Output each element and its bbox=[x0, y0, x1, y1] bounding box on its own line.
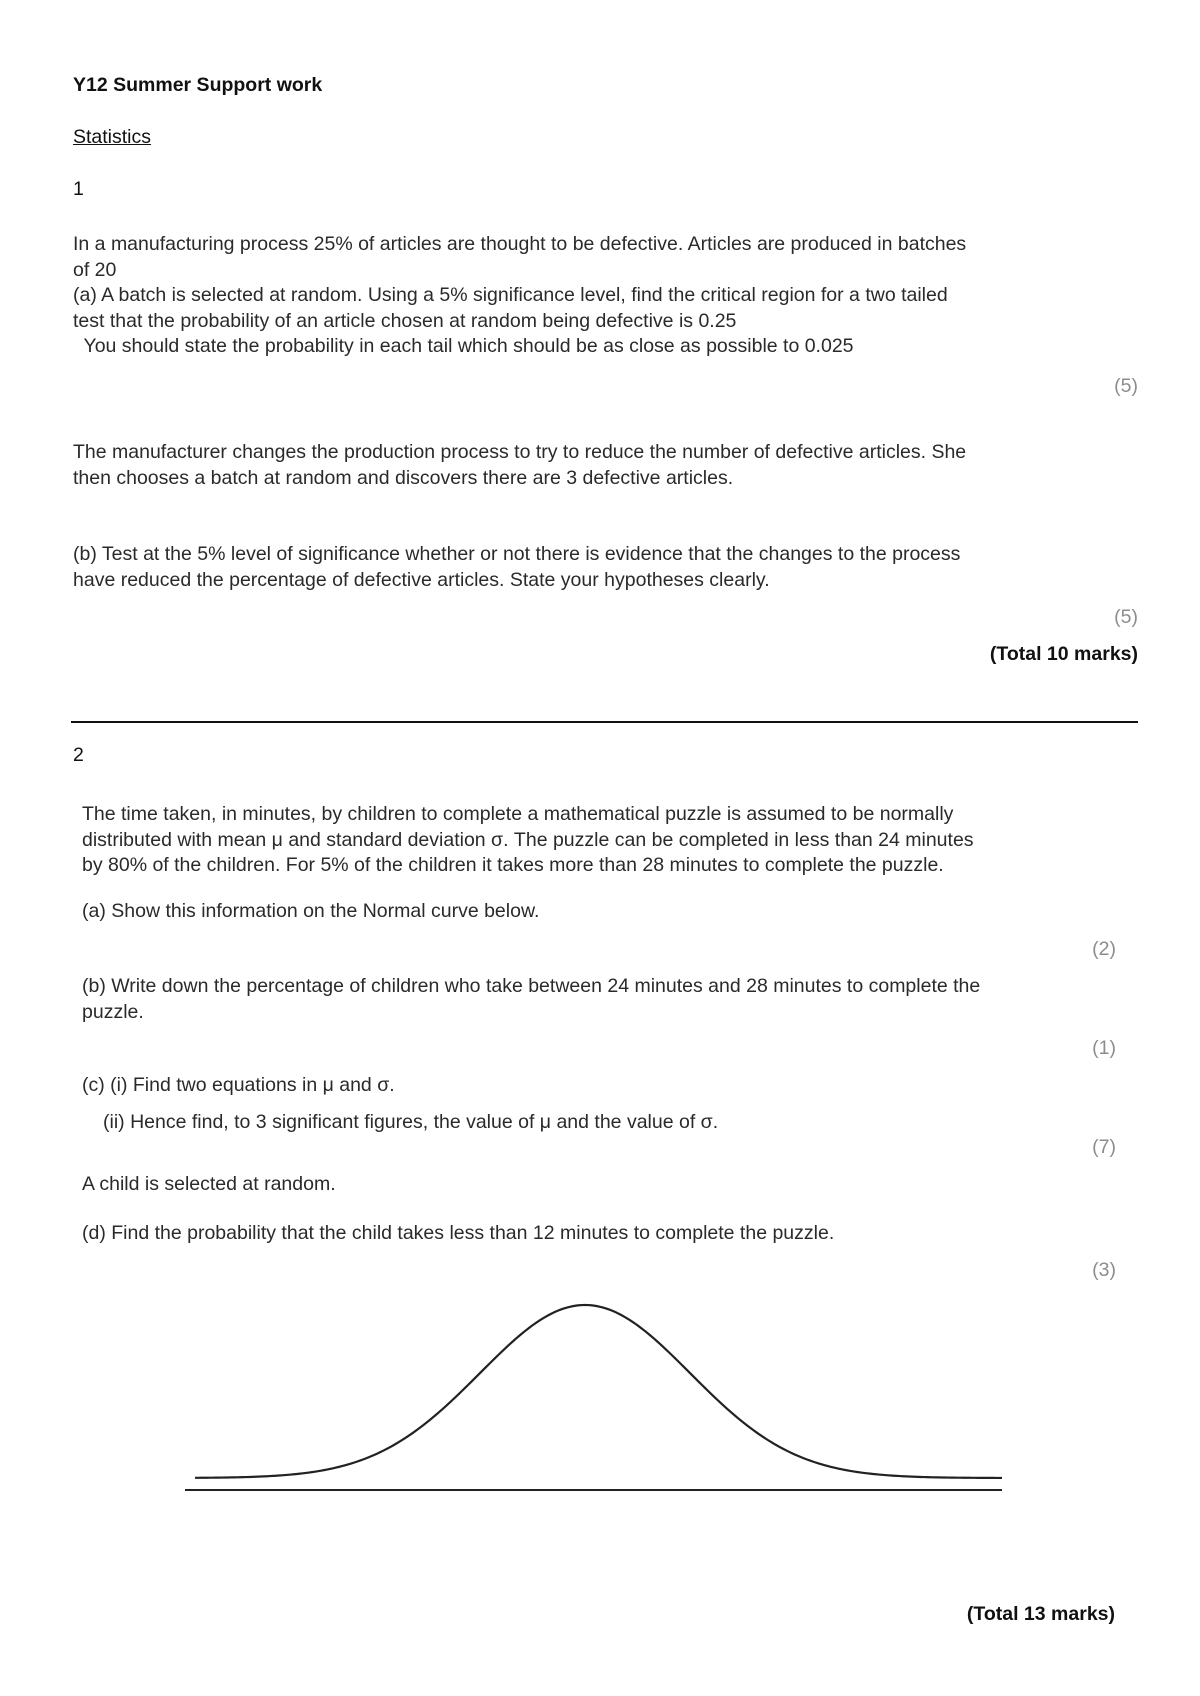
question-2-intro bbox=[82, 802, 974, 879]
question-2-part-c-marks: (7) bbox=[1092, 1136, 1116, 1158]
section-heading: Statistics bbox=[73, 126, 152, 148]
text-line: by 80% of the children. For 5% of the children it takes more than 28 minutes to complete the puzzle. bbox=[82, 854, 944, 876]
section-divider bbox=[71, 721, 1138, 723]
text-line: have reduced the percentage of defective articles. State your hypotheses clearly. bbox=[73, 568, 770, 591]
text-line: (a) A batch is selected at random. Using a 5% significance level, find the critical region for a two tailed bbox=[73, 284, 948, 306]
text-line: distributed with mean μ and standard deviation σ. The puzzle can be completed in less than 24 minutes bbox=[82, 828, 974, 851]
question-2-part-b-marks: (1) bbox=[1092, 1037, 1116, 1059]
question-2-part-c-ii: (ii) Hence find, to 3 significant figures, the value of μ and the value of σ. bbox=[103, 1111, 719, 1133]
document-title: Y12 Summer Support work bbox=[73, 74, 323, 96]
normal-curve-diagram bbox=[180, 1290, 1020, 1520]
question-2-part-b bbox=[82, 974, 980, 1025]
text-line: of 20 bbox=[73, 258, 117, 281]
question-2-part-c-i: (c) (i) Find two equations in μ and σ. bbox=[82, 1074, 395, 1096]
normal-curve-svg bbox=[180, 1290, 1020, 1520]
text-line: (b) Test at the 5% level of significance whether or not there is evidence that the changes to the process bbox=[73, 543, 961, 565]
question-2-part-d-marks: (3) bbox=[1092, 1259, 1116, 1281]
text-line: In a manufacturing process 25% of articles are thought to be defective. Articles are produced in batches bbox=[73, 233, 967, 255]
question-1-intro bbox=[73, 232, 966, 283]
question-1-context bbox=[73, 440, 966, 491]
text-line: test that the probability of an article chosen at random being defective is 0.25 bbox=[73, 309, 737, 332]
question-1-total: (Total 10 marks) bbox=[989, 643, 1138, 665]
question-2-part-d: (d) Find the probability that the child takes less than 12 minutes to complete the puzzle. bbox=[82, 1222, 835, 1244]
question-2-part-a: (a) Show this information on the Normal curve below. bbox=[82, 900, 540, 922]
text-line: The manufacturer changes the production process to try to reduce the number of defective articles. She bbox=[73, 441, 967, 463]
text-line: puzzle. bbox=[82, 1000, 144, 1023]
question-1-part-b-marks: (5) bbox=[1114, 606, 1138, 628]
question-2-context: A child is selected at random. bbox=[82, 1173, 336, 1195]
question-2-part-a-marks: (2) bbox=[1092, 938, 1116, 960]
text-line: then chooses a batch at random and discovers there are 3 defective articles. bbox=[73, 466, 734, 489]
text-line: (b) Write down the percentage of children who take between 24 minutes and 28 minutes to complete the bbox=[82, 975, 981, 997]
text-line: You should state the probability in each tail which should be as close as possible to 0.025 bbox=[73, 335, 854, 357]
normal-curve bbox=[195, 1305, 1002, 1478]
question-1-part-b bbox=[73, 542, 960, 593]
text-line: The time taken, in minutes, by children to complete a mathematical puzzle is assumed to be normally bbox=[82, 803, 954, 825]
question-2-total: (Total 13 marks) bbox=[966, 1603, 1115, 1625]
question-1-part-a-marks: (5) bbox=[1114, 375, 1138, 397]
question-1-part-a bbox=[73, 283, 948, 360]
question-1-number: 1 bbox=[73, 178, 84, 200]
question-2-number: 2 bbox=[73, 744, 84, 766]
